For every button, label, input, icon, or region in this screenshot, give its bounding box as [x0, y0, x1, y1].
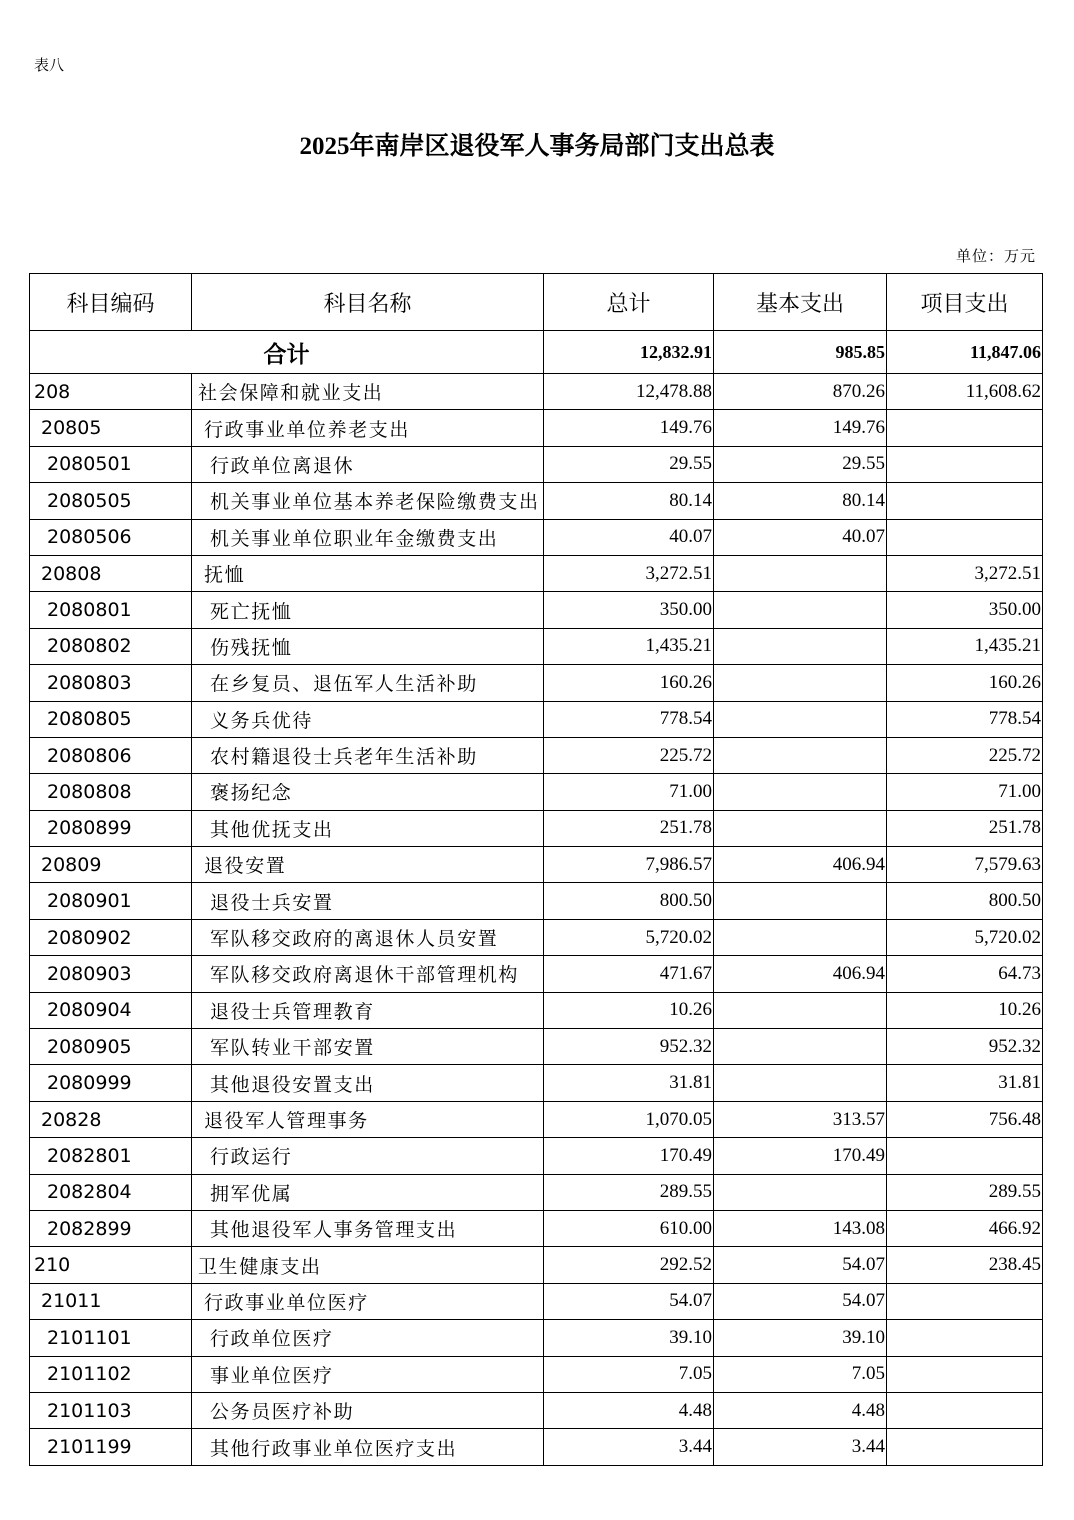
- row-total: 3,272.51: [544, 555, 714, 591]
- row-total: 952.32: [544, 1029, 714, 1065]
- row-total: 610.00: [544, 1210, 714, 1246]
- row-name: 军队转业干部安置: [192, 1029, 544, 1065]
- table-row: [30, 1029, 1043, 1065]
- row-code: 2080902: [30, 919, 192, 955]
- row-project: 64.73: [887, 956, 1043, 992]
- row-total: 350.00: [544, 592, 714, 628]
- table-row: [30, 446, 1043, 482]
- row-basic: 4.48: [714, 1392, 887, 1428]
- row-name: 机关事业单位职业年金缴费支出: [192, 519, 544, 555]
- row-name: 退役士兵管理教育: [192, 992, 544, 1028]
- row-basic: [714, 992, 887, 1028]
- row-code: 2082801: [30, 1138, 192, 1174]
- row-basic: 54.07: [714, 1247, 887, 1283]
- row-total: 5,720.02: [544, 919, 714, 955]
- row-total: 80.14: [544, 483, 714, 519]
- table-row: [30, 628, 1043, 664]
- row-name: 伤残抚恤: [192, 628, 544, 664]
- row-project: 1,435.21: [887, 628, 1043, 664]
- row-code: 20805: [30, 410, 192, 446]
- row-project: 31.81: [887, 1065, 1043, 1101]
- table-row: [30, 483, 1043, 519]
- row-name: 行政单位离退休: [192, 446, 544, 482]
- table-row: [30, 1101, 1043, 1137]
- unit-label: 单位：万元: [955, 247, 1036, 265]
- row-project: [887, 483, 1043, 519]
- row-basic: 7.05: [714, 1356, 887, 1392]
- row-code: 2080901: [30, 883, 192, 919]
- row-code: 2080802: [30, 628, 192, 664]
- row-total: 39.10: [544, 1320, 714, 1356]
- row-project: [887, 1392, 1043, 1428]
- row-total: 71.00: [544, 774, 714, 810]
- row-code: 2080506: [30, 519, 192, 555]
- document-title: 2025年南岸区退役军人事务局部门支出总表: [299, 133, 775, 160]
- row-project: 350.00: [887, 592, 1043, 628]
- row-project: 238.45: [887, 1247, 1043, 1283]
- row-project: [887, 410, 1043, 446]
- row-total: 4.48: [544, 1392, 714, 1428]
- header-project: 项目支出: [887, 274, 1043, 331]
- row-basic: [714, 1065, 887, 1101]
- row-project: 466.92: [887, 1210, 1043, 1246]
- row-code: 20808: [30, 555, 192, 591]
- row-basic: [714, 628, 887, 664]
- row-basic: [714, 665, 887, 701]
- row-name: 褒扬纪念: [192, 774, 544, 810]
- row-project: 71.00: [887, 774, 1043, 810]
- row-name: 退役军人管理事务: [192, 1101, 544, 1137]
- row-code: 2080806: [30, 737, 192, 773]
- table-row: [30, 1210, 1043, 1246]
- table-row: [30, 410, 1043, 446]
- header-code: 科目编码: [30, 274, 192, 331]
- row-code: 21011: [30, 1283, 192, 1319]
- row-total: 10.26: [544, 992, 714, 1028]
- row-total: 160.26: [544, 665, 714, 701]
- row-code: 2101103: [30, 1392, 192, 1428]
- summary-project: 11,847.06: [887, 331, 1043, 374]
- row-basic: [714, 1029, 887, 1065]
- table-row: [30, 592, 1043, 628]
- row-basic: 39.10: [714, 1320, 887, 1356]
- row-basic: 870.26: [714, 374, 887, 410]
- row-basic: [714, 883, 887, 919]
- row-total: 12,478.88: [544, 374, 714, 410]
- row-code: 20828: [30, 1101, 192, 1137]
- row-basic: 29.55: [714, 446, 887, 482]
- row-total: 3.44: [544, 1429, 714, 1465]
- row-project: 778.54: [887, 701, 1043, 737]
- row-total: 225.72: [544, 737, 714, 773]
- row-basic: 406.94: [714, 847, 887, 883]
- header-total: 总计: [544, 274, 714, 331]
- row-project: [887, 446, 1043, 482]
- row-total: 800.50: [544, 883, 714, 919]
- row-project: 11,608.62: [887, 374, 1043, 410]
- summary-basic: 985.85: [714, 331, 887, 374]
- table-row: [30, 919, 1043, 955]
- row-total: 1,435.21: [544, 628, 714, 664]
- row-code: 2080501: [30, 446, 192, 482]
- table-row: [30, 665, 1043, 701]
- row-name: 其他优抚支出: [192, 810, 544, 846]
- table-row: [30, 847, 1043, 883]
- table-row: [30, 737, 1043, 773]
- row-project: [887, 1320, 1043, 1356]
- table-row: [30, 1429, 1043, 1465]
- row-total: 7,986.57: [544, 847, 714, 883]
- row-code: 2080899: [30, 810, 192, 846]
- table-row: [30, 701, 1043, 737]
- row-total: 7.05: [544, 1356, 714, 1392]
- row-project: 5,720.02: [887, 919, 1043, 955]
- row-basic: 149.76: [714, 410, 887, 446]
- row-name: 社会保障和就业支出: [192, 374, 544, 410]
- row-name: 农村籍退役士兵老年生活补助: [192, 737, 544, 773]
- row-code: 2080808: [30, 774, 192, 810]
- row-project: [887, 1138, 1043, 1174]
- row-project: 952.32: [887, 1029, 1043, 1065]
- expenditure-table: [29, 273, 1043, 1466]
- header-row: [30, 274, 1043, 331]
- row-code: 210: [30, 1247, 192, 1283]
- row-project: [887, 1356, 1043, 1392]
- row-project: 3,272.51: [887, 555, 1043, 591]
- row-code: 2080801: [30, 592, 192, 628]
- row-basic: 406.94: [714, 956, 887, 992]
- row-name: 死亡抚恤: [192, 592, 544, 628]
- row-name: 公务员医疗补助: [192, 1392, 544, 1428]
- table-number-label: 表八: [34, 56, 65, 74]
- row-total: 251.78: [544, 810, 714, 846]
- row-total: 471.67: [544, 956, 714, 992]
- summary-label: 合计: [30, 331, 544, 374]
- row-code: 20809: [30, 847, 192, 883]
- row-name: 事业单位医疗: [192, 1356, 544, 1392]
- table-row: [30, 1065, 1043, 1101]
- table-row: [30, 774, 1043, 810]
- table-row: [30, 1174, 1043, 1210]
- row-code: 2101102: [30, 1356, 192, 1392]
- table-row: [30, 1138, 1043, 1174]
- row-basic: 3.44: [714, 1429, 887, 1465]
- row-code: 2082899: [30, 1210, 192, 1246]
- row-basic: 54.07: [714, 1283, 887, 1319]
- row-basic: 170.49: [714, 1138, 887, 1174]
- row-basic: [714, 919, 887, 955]
- row-name: 行政单位医疗: [192, 1320, 544, 1356]
- row-name: 军队移交政府的离退休人员安置: [192, 919, 544, 955]
- row-basic: [714, 774, 887, 810]
- row-project: 7,579.63: [887, 847, 1043, 883]
- row-name: 义务兵优待: [192, 701, 544, 737]
- row-total: 292.52: [544, 1247, 714, 1283]
- header-basic: 基本支出: [714, 274, 887, 331]
- table-row: [30, 555, 1043, 591]
- row-name: 抚恤: [192, 555, 544, 591]
- table-row: [30, 1320, 1043, 1356]
- table-row: [30, 1392, 1043, 1428]
- summary-row: [30, 331, 1043, 374]
- table-row: [30, 374, 1043, 410]
- row-basic: [714, 1174, 887, 1210]
- row-total: 54.07: [544, 1283, 714, 1319]
- row-total: 289.55: [544, 1174, 714, 1210]
- row-total: 1,070.05: [544, 1101, 714, 1137]
- row-basic: [714, 555, 887, 591]
- row-name: 其他退役安置支出: [192, 1065, 544, 1101]
- row-code: 208: [30, 374, 192, 410]
- summary-total: 12,832.91: [544, 331, 714, 374]
- row-name: 机关事业单位基本养老保险缴费支出: [192, 483, 544, 519]
- table-row: [30, 992, 1043, 1028]
- row-code: 2101101: [30, 1320, 192, 1356]
- row-code: 2080999: [30, 1065, 192, 1101]
- row-basic: [714, 701, 887, 737]
- row-code: 2080505: [30, 483, 192, 519]
- row-name: 行政事业单位养老支出: [192, 410, 544, 446]
- row-total: 149.76: [544, 410, 714, 446]
- row-name: 退役安置: [192, 847, 544, 883]
- table-row: [30, 1356, 1043, 1392]
- table-row: [30, 810, 1043, 846]
- row-project: 289.55: [887, 1174, 1043, 1210]
- row-basic: 313.57: [714, 1101, 887, 1137]
- row-code: 2080904: [30, 992, 192, 1028]
- header-name: 科目名称: [192, 274, 544, 331]
- row-name: 其他退役军人事务管理支出: [192, 1210, 544, 1246]
- row-basic: 80.14: [714, 483, 887, 519]
- row-project: [887, 519, 1043, 555]
- row-code: 2080903: [30, 956, 192, 992]
- row-basic: [714, 737, 887, 773]
- row-project: 756.48: [887, 1101, 1043, 1137]
- row-project: [887, 1283, 1043, 1319]
- row-total: 29.55: [544, 446, 714, 482]
- row-project: 10.26: [887, 992, 1043, 1028]
- row-name: 退役士兵安置: [192, 883, 544, 919]
- row-code: 2080803: [30, 665, 192, 701]
- table-row: [30, 1283, 1043, 1319]
- row-project: 251.78: [887, 810, 1043, 846]
- row-name: 其他行政事业单位医疗支出: [192, 1429, 544, 1465]
- row-code: 2082804: [30, 1174, 192, 1210]
- row-name: 军队移交政府离退休干部管理机构: [192, 956, 544, 992]
- row-project: 800.50: [887, 883, 1043, 919]
- table-row: [30, 1247, 1043, 1283]
- row-name: 卫生健康支出: [192, 1247, 544, 1283]
- row-basic: [714, 810, 887, 846]
- row-code: 2080805: [30, 701, 192, 737]
- row-name: 拥军优属: [192, 1174, 544, 1210]
- row-basic: 143.08: [714, 1210, 887, 1246]
- row-total: 778.54: [544, 701, 714, 737]
- row-project: [887, 1429, 1043, 1465]
- row-total: 31.81: [544, 1065, 714, 1101]
- row-project: 160.26: [887, 665, 1043, 701]
- row-name: 行政事业单位医疗: [192, 1283, 544, 1319]
- row-basic: 40.07: [714, 519, 887, 555]
- row-code: 2101199: [30, 1429, 192, 1465]
- table-row: [30, 519, 1043, 555]
- row-total: 170.49: [544, 1138, 714, 1174]
- row-total: 40.07: [544, 519, 714, 555]
- row-name: 行政运行: [192, 1138, 544, 1174]
- table-row: [30, 883, 1043, 919]
- row-basic: [714, 592, 887, 628]
- table-row: [30, 956, 1043, 992]
- row-code: 2080905: [30, 1029, 192, 1065]
- row-name: 在乡复员、退伍军人生活补助: [192, 665, 544, 701]
- row-project: 225.72: [887, 737, 1043, 773]
